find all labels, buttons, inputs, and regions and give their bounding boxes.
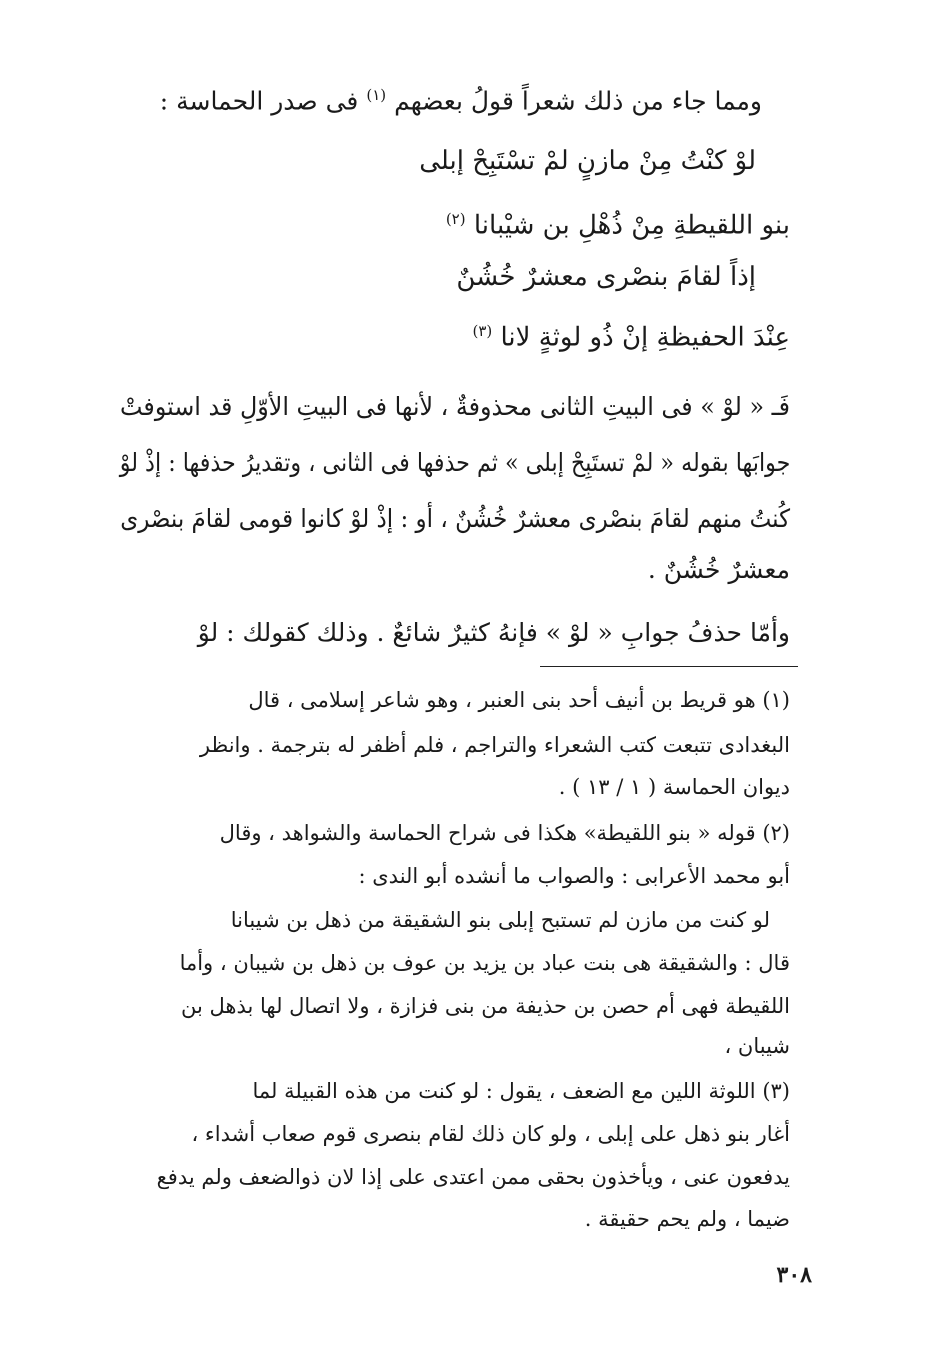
verse2-second-hemistich: عِنْدَ الحفيظةِ إنْ ذُو لوثةٍ لانا xyxy=(500,322,790,353)
intro-text: ومما جاء من ذلك شعراً قولُ بعضهم xyxy=(394,86,762,116)
page-number: ٣٠٨ xyxy=(776,1262,812,1288)
footnote1-line1: (١) هو قريط بن أنيف أحد بنى العنبر ، وهو شاعر إسلامى ، قال xyxy=(248,688,790,712)
footnote2-line2: أبو محمد الأعرابى : والصواب ما أنشده أبو الندى : xyxy=(358,864,790,888)
verse2-first-hemistich: إذاً لقامَ بنصْرى معشرٌ خُشُنٌ xyxy=(456,262,756,292)
footnote-ref-1: (١) xyxy=(366,86,387,104)
footnote2-verse: لو كنت من مازن لم تستبح إبلى بنو الشقيقة من ذهل بن شيبانا xyxy=(230,908,770,932)
footnote-divider xyxy=(540,666,798,667)
paragraph1-line3: كُنتُ منهم لقامَ بنصْرى معشرٌ خُشُنٌ ، أو : إذْ لوْ كانوا قومى لقامَ بنصْرى xyxy=(120,504,790,533)
footnote2-line6: شيبان ، xyxy=(724,1034,790,1058)
footnote2-line4: قال : والشقيقة هى بنت عباد بن يزيد بن عوف بن ذهل بن شيبان ، وأما xyxy=(179,951,790,975)
footnote3-line2: أغار بنو ذهل على إبلى ، ولو كان ذلك لقام بنصرى قوم صعاب أشداء ، xyxy=(191,1122,790,1146)
verse1-first-hemistich: لوْ كنْتُ مِنْ مازنٍ لمْ تسْتَبِحْ إبلى xyxy=(419,146,756,176)
footnote3-line4: ضيما ، ولم يحم حقيقة . xyxy=(584,1207,790,1231)
footnote-ref-2: (٢) xyxy=(445,210,466,228)
footnote2-line1: (٢) قوله « بنو اللقيطة» هكذا فى شراح الحماسة والشواهد ، وقال xyxy=(219,821,790,845)
footnote-ref-3: (٣) xyxy=(472,322,493,340)
paragraph1-line4: معشرٌ خُشُنٌ . xyxy=(647,555,790,584)
intro-line xyxy=(160,86,762,115)
verse1-second-line xyxy=(446,210,790,241)
footnote1-line2: البغدادى تتبعت كتب الشعراء والتراجم ، فلم أظفر له بترجمة . وانظر xyxy=(199,733,790,757)
intro-end-text: فى صدر الحماسة : xyxy=(159,86,359,116)
paragraph1-line2: جوابَها بقوله « لمْ تستَبِحْ إبلى » ثم حذفها فى الثانى ، وتقديرُ حذفها : إذْ لوْ xyxy=(119,448,790,477)
footnote3-line3: يدفعون عنى ، ويأخذون بحقى ممن اعتدى على إذا لان ذوالضعف ولم يدفع xyxy=(156,1165,790,1189)
paragraph2-line1: وأمّا حذفُ جوابِ « لوْ » فإنهُ كثيرٌ شائعٌ . وذلك كقولك : لوْ xyxy=(197,618,790,647)
footnote1-line3: ديوان الحماسة ( ١ / ١٣ ) . xyxy=(558,775,790,799)
footnote2-line5: اللقيطة فهى أم حصن بن حذيفة من بنى فزازة ، ولا اتصال لها بذهل بن xyxy=(181,994,790,1018)
paragraph1-line1: فَـ « لوْ » فى البيتِ الثانى محذوفةٌ ، لأنها فى البيتِ الأوّلِ قد استوفتْ xyxy=(120,392,790,421)
footnote3-line1: (٣) اللوثة اللين مع الضعف ، يقول : لو كنت من هذه القبيلة لما xyxy=(252,1079,790,1103)
verse2-second-line xyxy=(472,322,790,353)
verse1-second-hemistich: بنو اللقيطةِ مِنْ ذُهْلِ بن شيْبانا xyxy=(473,210,790,241)
